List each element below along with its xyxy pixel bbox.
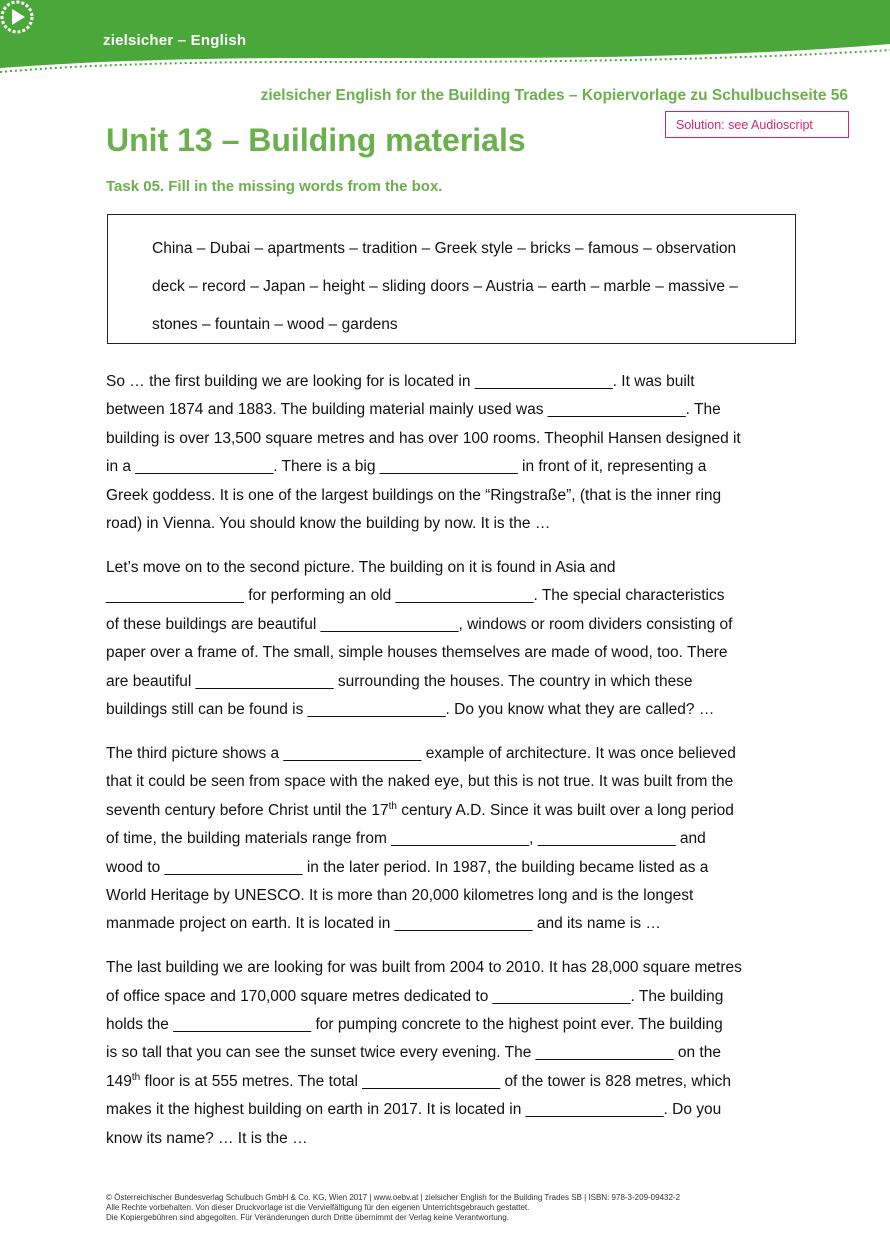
word-box-line: deck – record – Japan – height – sliding doors – Austria – earth – marble – massive – — [152, 278, 738, 295]
paragraph-2 — [106, 554, 796, 724]
copyright-footer — [106, 1193, 680, 1223]
text-line — [106, 797, 796, 825]
text-line: building is over 13,500 square metres and has over 100 rooms. Theophil Hansen designed it — [106, 429, 741, 447]
text-line: wood to ________________ in the later period. In 1987, the building became listed as a — [106, 858, 709, 876]
text-line: manmade project on earth. It is located in ________________ and its name is … — [106, 915, 661, 933]
text-segment: 149 — [106, 1072, 132, 1090]
word-box-line: stones – fountain – wood – gardens — [152, 316, 398, 333]
footer-line: © Österreichischer Bundesverlag Schulbuch GmbH & Co. KG, Wien 2017 | www.oebv.at | zielsicher English for the Building Trades SB | ISBN: 978-3-209-09432-2 — [106, 1193, 681, 1202]
text-line: paper over a frame of. The small, simple houses themselves are made of wood, too. There — [106, 644, 728, 662]
text-line: are beautiful ________________ surrounding the houses. The country in which these — [106, 672, 693, 690]
text-line: that it could be seen from space with the naked eye, but this is not true. It was built from the — [106, 773, 734, 791]
paragraph-4 — [106, 954, 796, 1153]
text-segment: century A.D. Since it was built over a long period — [396, 801, 734, 819]
word-box-line: China – Dubai – apartments – tradition – Greek style – bricks – famous – observation — [152, 240, 737, 257]
text-line: The last building we are looking for was built from 2004 to 2010. It has 28,000 square metres — [106, 959, 742, 977]
superscript: th — [131, 1071, 141, 1083]
footer-line: Alle Rechte vorbehalten. Von dieser Druckvorlage ist die Vervielfältigung für den eigenen Unterrichtsgebrauch gestattet. — [106, 1203, 530, 1212]
paragraph-1 — [106, 368, 796, 538]
brand-name: zielsicher – English — [103, 32, 247, 49]
text-segment: floor is at 555 metres. The total ________________ of the tower is 828 metres, which — [140, 1072, 732, 1090]
text-line: of office space and 170,000 square metres dedicated to ________________. The building — [106, 987, 724, 1005]
superscript: th — [388, 800, 397, 812]
text-line: between 1874 and 1883. The building material mainly used was ________________. The — [106, 401, 721, 419]
task-instruction: Task 05. Fill in the missing words from the box. — [106, 178, 443, 195]
text-line: So … the first building we are looking for is located in ________________. It was built — [106, 373, 695, 390]
header-banner — [0, 0, 890, 80]
text-line: buildings still can be found is ________________. Do you know what they are called? … — [106, 700, 715, 718]
text-line: know its name? … It is the … — [106, 1129, 308, 1147]
solution-note: Solution: see Audioscript — [665, 111, 849, 138]
text-segment: seventh century before Christ until the 17 — [106, 801, 389, 819]
text-line: in a ________________. There is a big ________________ in front of it, representing a — [106, 458, 707, 476]
page-title: Unit 13 – Building materials — [106, 122, 526, 158]
text-line — [106, 1068, 796, 1096]
word-box — [107, 214, 796, 344]
paragraph-3 — [106, 740, 796, 939]
footer-line: Die Kopiergebühren sind abgegolten. Für Veränderungen durch Dritte übernimmt der Verlag keine Verantwortung. — [106, 1213, 509, 1222]
text-line: makes it the highest building on earth in 2017. It is located in ________________. Do you — [106, 1101, 722, 1119]
page-subtitle: zielsicher English for the Building Trades – Kopiervorlage zu Schulbuchseite 56 — [260, 87, 848, 104]
text-line: World Heritage by UNESCO. It is more than 20,000 kilometres long and is the longest — [106, 886, 694, 904]
text-line: Greek goddess. It is one of the largest buildings on the “Ringstraße”, (that is the inner ring — [106, 486, 722, 504]
text-line: road) in Vienna. You should know the building by now. It is the … — [106, 515, 551, 533]
play-icon — [0, 0, 34, 34]
text-line: holds the ________________ for pumping concrete to the highest point ever. The building — [106, 1016, 723, 1034]
text-line: The third picture shows a ________________ example of architecture. It was once believed — [106, 744, 736, 762]
text-body — [106, 368, 796, 1169]
text-line: of time, the building materials range from ________________, ________________ and — [106, 830, 706, 848]
text-line: of these buildings are beautiful ________________, windows or room dividers consisting of — [106, 615, 733, 633]
text-line: Let’s move on to the second picture. The building on it is found in Asia and — [106, 558, 616, 576]
text-line: ________________ for performing an old ________________. The special characteristics — [106, 587, 725, 605]
text-line: is so tall that you can see the sunset twice every evening. The ________________ on the — [106, 1044, 721, 1062]
